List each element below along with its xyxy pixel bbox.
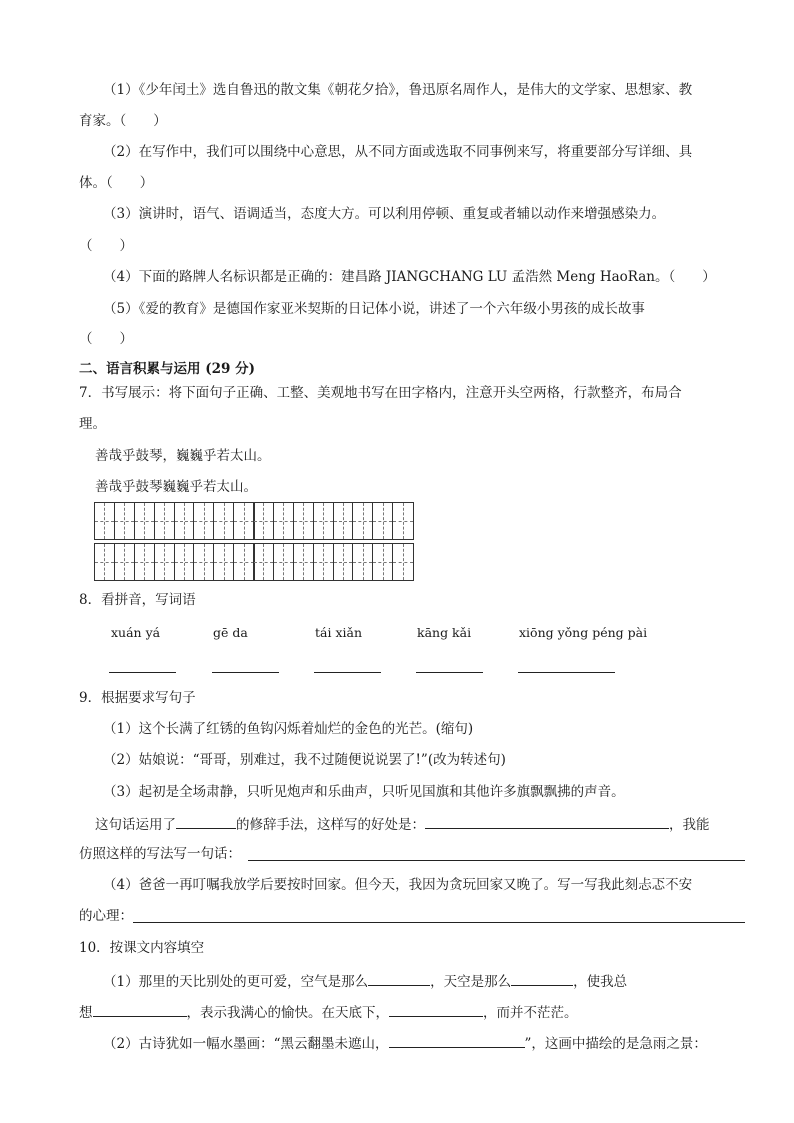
- grid-cell[interactable]: [214, 544, 234, 580]
- q7-sentence2: 善哉乎鼓琴巍巍乎若太山。: [95, 479, 257, 495]
- writing-grid-row1-left[interactable]: [94, 502, 255, 540]
- grid-cell[interactable]: [95, 544, 115, 580]
- q9-sentence4-line2: 的心理：: [79, 908, 133, 924]
- text: ，表示我满心的愉快。在天底下，: [186, 1005, 389, 1021]
- fill-blank[interactable]: [368, 970, 430, 986]
- grid-cell[interactable]: [135, 544, 155, 580]
- q10-line3: [103, 1032, 707, 1054]
- grid-cell[interactable]: [294, 503, 314, 539]
- grid-cell[interactable]: [314, 503, 334, 539]
- grid-cell[interactable]: [353, 544, 373, 580]
- text: ”，这画中描绘的是急雨之景：: [524, 1036, 707, 1052]
- grid-cell[interactable]: [314, 544, 334, 580]
- rhetoric-blank[interactable]: [176, 813, 236, 829]
- q6-item2-line1: （2）在写作中，我们可以围绕中心意思，从不同方面或选取不同事例来写，将重要部分写详细、具: [103, 144, 693, 160]
- grid-cell[interactable]: [254, 503, 274, 539]
- q6-item5-line1: （5）《爱的教育》是德国作家亚米契斯的日记体小说，讲述了一个六年级小男孩的成长故事: [103, 301, 645, 317]
- text: （1）那里的天比别处的更可爱，空气是那么: [103, 974, 369, 990]
- grid-cell[interactable]: [194, 544, 214, 580]
- grid-cell[interactable]: [393, 503, 413, 539]
- q9-s3-answer-line1: [95, 813, 710, 835]
- grid-cell[interactable]: [214, 503, 234, 539]
- writing-grid-row1-right[interactable]: [253, 502, 414, 540]
- q9-title: 9．根据要求写句子: [79, 690, 196, 706]
- fill-blank[interactable]: [511, 970, 573, 986]
- pinyin-4: kāng kǎi: [417, 625, 472, 640]
- q7-sentence1: 善哉乎鼓琴，巍巍乎若太山。: [95, 448, 271, 464]
- q10-title: 10．按课文内容填空: [79, 940, 205, 956]
- fill-blank[interactable]: [389, 1032, 525, 1048]
- q9-sentence4-line1: （4）爸爸一再叮嘱我放学后要按时回家。但今天，我因为贪玩回家又晚了。写一写我此刻忐忑不安: [103, 877, 693, 893]
- grid-cell[interactable]: [334, 503, 354, 539]
- grid-cell[interactable]: [155, 544, 175, 580]
- q6-item1-line1: （1）《少年闰土》选自鲁迅的散文集《朝花夕拾》，鲁迅原名周作人，是伟大的文学家、思想家、教: [103, 82, 693, 98]
- text: 想: [79, 1005, 93, 1021]
- grid-cell[interactable]: [95, 503, 115, 539]
- imitation-blank[interactable]: [248, 860, 745, 861]
- q9-sentence1: （1）这个长满了红锈的鱼钩闪烁着灿烂的金色的光芒。(缩句): [103, 721, 474, 737]
- grid-cell[interactable]: [353, 503, 373, 539]
- q8-title: 8．看拼音，写词语: [79, 592, 196, 608]
- grid-cell[interactable]: [373, 503, 393, 539]
- grid-cell[interactable]: [294, 544, 314, 580]
- text: 的修辞手法，这样写的好处是：: [236, 817, 425, 833]
- benefit-blank[interactable]: [425, 813, 669, 829]
- fill-blank[interactable]: [389, 1001, 483, 1017]
- q6-item4: （4）下面的路牌人名标识都是正确的：建昌路 JIANGCHANG LU 孟浩然 Meng HaoRan。（ ）: [103, 269, 716, 285]
- grid-cell[interactable]: [274, 544, 294, 580]
- text: 这句话运用了: [95, 817, 176, 833]
- grid-cell[interactable]: [175, 503, 195, 539]
- answer-blank-4[interactable]: [416, 672, 483, 673]
- grid-cell[interactable]: [274, 503, 294, 539]
- q6-item3-line2: （ ）: [79, 238, 133, 254]
- fill-blank[interactable]: [93, 1001, 187, 1017]
- pinyin-2: gē da: [213, 625, 248, 640]
- grid-cell[interactable]: [393, 544, 413, 580]
- pinyin-3: tái xiǎn: [315, 625, 362, 640]
- answer-blank-1[interactable]: [109, 672, 176, 673]
- text: ，使我总: [573, 974, 628, 990]
- text: ，我能: [669, 817, 710, 833]
- q7-stem-line2: 理。: [79, 416, 106, 432]
- writing-grid-row2-right[interactable]: [253, 543, 414, 581]
- q6-item5-line2: （ ）: [79, 331, 133, 347]
- text: ，天空是那么: [430, 974, 512, 990]
- q9-sentence3: （3）起初是全场肃静，只听见炮声和乐曲声，只听见国旗和其他许多旗飘飘拂的声音。: [103, 784, 625, 800]
- q10-line1: [103, 970, 627, 992]
- grid-cell[interactable]: [373, 544, 393, 580]
- answer-blank-5[interactable]: [518, 672, 615, 673]
- grid-cell[interactable]: [155, 503, 175, 539]
- grid-cell[interactable]: [175, 544, 195, 580]
- answer-blank-3[interactable]: [314, 672, 381, 673]
- psychology-blank[interactable]: [133, 922, 745, 923]
- pinyin-5: xiōng yǒng péng pài: [519, 625, 648, 640]
- text: （2）古诗犹如一幅水墨画：“黑云翻墨未遮山，: [103, 1036, 389, 1052]
- q6-item2-line2: 体。（ ）: [79, 175, 154, 191]
- q9-s3-answer-line2: 仿照这样的写法写一句话：: [79, 846, 241, 862]
- pinyin-1: xuán yá: [111, 625, 161, 640]
- writing-grid-row2-left[interactable]: [94, 543, 255, 581]
- q6-item1-line2: 育家。（ ）: [79, 113, 167, 129]
- grid-cell[interactable]: [194, 503, 214, 539]
- q6-item3-line1: （3）演讲时，语气、语调适当，态度大方。可以利用停顿、重复或者辅以动作来增强感染力。: [103, 206, 666, 222]
- grid-cell[interactable]: [115, 503, 135, 539]
- text: ，而并不茫茫。: [483, 1005, 578, 1021]
- section-title: 二、语言积累与运用 (29 分): [79, 361, 255, 377]
- grid-cell[interactable]: [334, 544, 354, 580]
- grid-cell[interactable]: [135, 503, 155, 539]
- grid-cell[interactable]: [254, 544, 274, 580]
- grid-cell[interactable]: [234, 503, 254, 539]
- grid-cell[interactable]: [234, 544, 254, 580]
- grid-cell[interactable]: [115, 544, 135, 580]
- q10-line2: [79, 1001, 578, 1023]
- answer-blank-2[interactable]: [212, 672, 279, 673]
- q7-stem-line1: 7．书写展示：将下面句子正确、工整、美观地书写在田字格内，注意开头空两格，行款整齐，布局合: [79, 385, 682, 401]
- q9-sentence2: （2）姑娘说：“哥哥，别难过，我不过随便说说罢了!”(改为转述句): [103, 752, 506, 768]
